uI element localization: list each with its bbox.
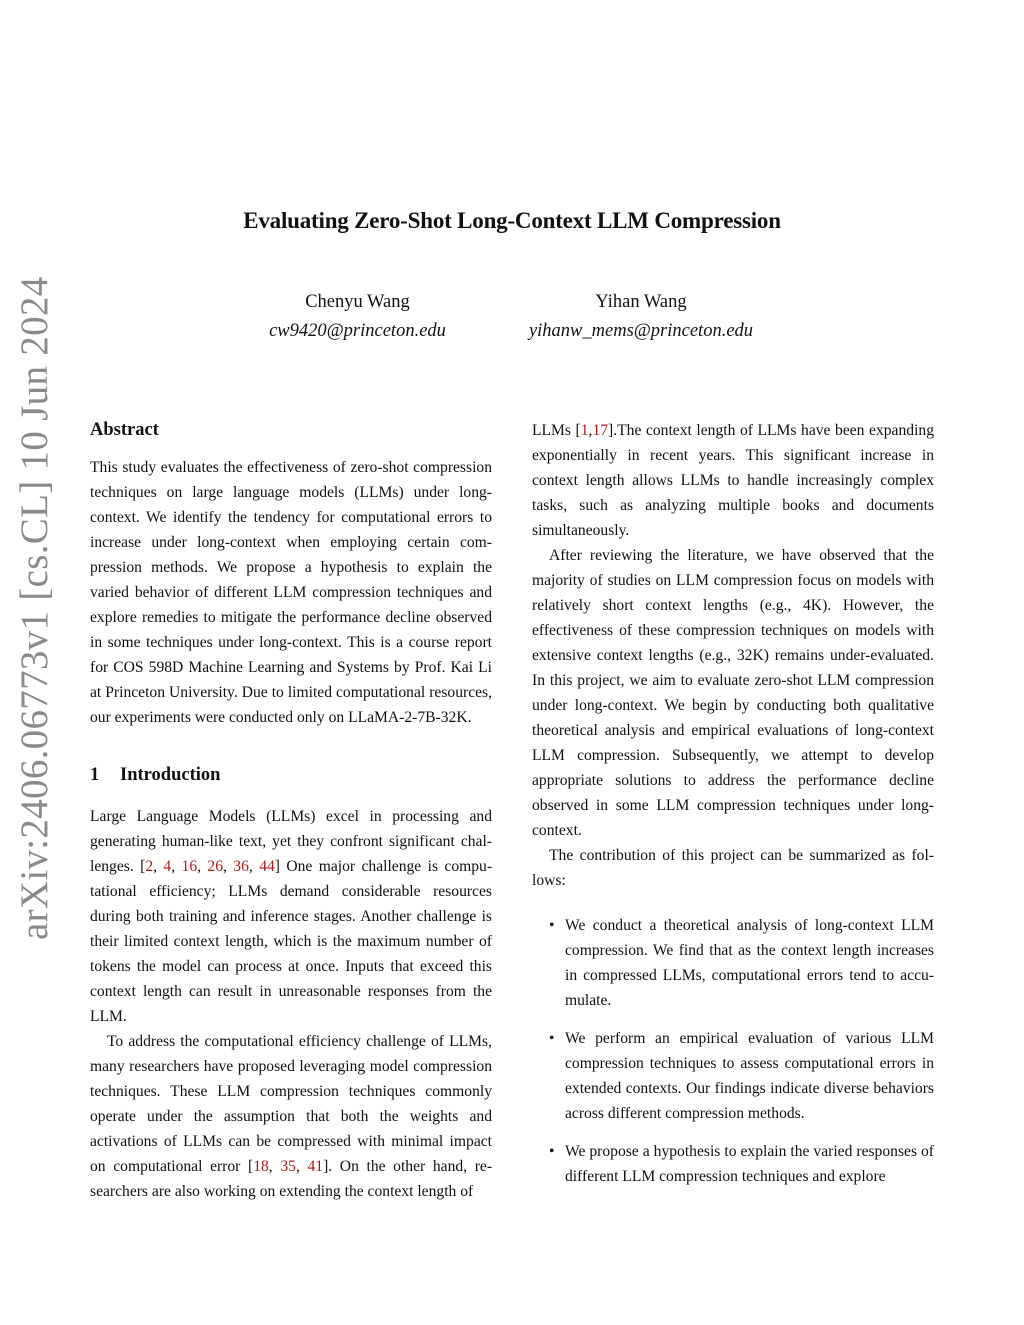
author-block-2 xyxy=(500,288,782,346)
intro-paragraph-4: The contribution of this project can be summarized as follows: xyxy=(532,847,934,889)
left-column xyxy=(90,418,492,1204)
citation-link[interactable]: 26 xyxy=(207,858,223,875)
paragraph-text: Large Language Models (LLMs) excel in processing and generating human-like text, yet they confront significant challenges. [ xyxy=(90,808,492,875)
author-email[interactable]: cw9420@princeton.edu xyxy=(269,321,446,341)
list-item-text: We propose a hypothesis to explain the varied responses of different LLM compression techniques and explore xyxy=(565,1143,934,1185)
list-item xyxy=(532,1026,934,1126)
bullet-marker: • xyxy=(549,1143,555,1160)
citation-link[interactable]: 36 xyxy=(233,858,249,875)
list-item xyxy=(532,1139,934,1189)
citation-link[interactable]: 1 xyxy=(580,422,589,439)
paper-title: Evaluating Zero-Shot Long-Context LLM Compression xyxy=(243,208,781,233)
citation-link[interactable]: 44 xyxy=(259,858,275,875)
intro-paragraph-2: To address the computational efficiency challenge of LLMs, many researchers have proposed leveraging model compression techniques. These LLM compression techniques commonly operate under the assumption that both the weights and activations of LLMs can be compressed with minimal impact on computational error [18, 35, 41]. On the other hand, researchers are also working on extending the context length of xyxy=(90,1033,493,1200)
contribution-list xyxy=(532,913,934,1189)
citation-link[interactable]: 41 xyxy=(307,1158,324,1175)
author-block-1 xyxy=(230,288,485,346)
abstract-heading: Abstract xyxy=(90,420,159,440)
list-item-text: We conduct a theoretical analysis of long-context LLM compression. We find that as the context length increases in compressed LLMs, computational errors tend to accumulate. xyxy=(565,917,934,1009)
paragraph-text: To address the computational efficiency challenge of LLMs, many researchers have proposed leveraging model compression techniques. These LLM compression techniques commonly operate under the assumption that both the weights and activations of LLMs can be compressed with minimal impact on computational error [ xyxy=(90,1033,492,1175)
citation-link[interactable]: 35 xyxy=(280,1158,296,1175)
section-number: 1 xyxy=(90,765,100,785)
list-item-text: We perform an empirical evaluation of various LLM compression techniques to assess computational errors in extended contexts. Our findings indicate diverse behaviors across different compression methods. xyxy=(565,1030,934,1122)
right-column xyxy=(532,418,934,1202)
paragraph-text: ]. On the other hand, researchers are also working on extending the context length of xyxy=(90,1158,493,1200)
arxiv-identifier-stamp: arXiv:2406.06773v1 [cs.CL] 10 Jun 2024 xyxy=(13,276,56,940)
bullet-marker: • xyxy=(549,1030,555,1047)
citation-link[interactable]: 18 xyxy=(253,1158,269,1175)
section-heading-introduction xyxy=(90,763,492,788)
paragraph-text: The context length of LLMs have been expanding exponentially in recent years. This significant increase in context length allows LLMs to handle increasingly complex tasks, such as analyzing multiple books and documents simultaneously. xyxy=(532,422,934,539)
paragraph-text: LLMs [ xyxy=(532,422,581,439)
intro-paragraph-3: After reviewing the literature, we have observed that the majority of studies on LLM compression focus on models with relatively short context lengths (e.g., 4K). However, the effectiveness of these compression techniques on models with extensive context lengths (e.g., 32K) remains under-evaluated. In this project, we aim to evaluate zero-shot LLM compression under long-context. We begin by conducting both qualitative theoretical analysis and empirical evaluations of long-context LLM compression. Subsequently, we attempt to develop appropriate solutions to address the performance decline observed in some LLM compression techniques under long-context. xyxy=(532,547,934,839)
intro-paragraph-2-continued: LLMs [1,17].The context length of LLMs have been expanding exponentially in recent years. This significant increase in context length allows LLMs to handle increasingly complex tasks, such as analyzing multiple books and documents simultaneously. xyxy=(532,422,934,539)
abstract-text: This study evaluates the effectiveness of zero-shot compression techniques on large language models (LLMs) under long-context. We identify the tendency for computational errors to increase under long-context when employing certain compression methods. We propose a hypothesis to explain the varied behavior of different LLM compression techniques and explore remedies to mitigate the performance decline observed in some techniques under long-context. This is a course report for COS 598D Machine Learning and Systems by Prof. Kai Li at Princeton University. Due to limited computational resources, our experiments were conducted only on LLaMA-2-7B-32K. xyxy=(90,459,492,726)
citation-link[interactable]: 2 xyxy=(145,858,154,875)
bullet-marker: • xyxy=(549,917,555,934)
paragraph-text: ]. xyxy=(608,422,618,439)
intro-paragraph-1: Large Language Models (LLMs) excel in processing and generating human-like text, yet they confront significant challenges. [2, 4, 16, 26, 36, 44] One major challenge is computational efficiency; LLMs demand considerable resources during both training and inference stages. Another challenge is their limited context length, which is the maximum number of tokens the model can process at once. Inputs that exceed this context length can result in unreasonable responses from the LLM. xyxy=(90,808,493,1025)
author-name: Yihan Wang xyxy=(595,292,687,312)
citation-link[interactable]: 16 xyxy=(181,858,198,875)
citation-link[interactable]: 17 xyxy=(592,422,609,439)
author-email[interactable]: yihanw_mems@princeton.edu xyxy=(528,321,754,341)
list-item xyxy=(532,913,934,1013)
citation-link[interactable]: 4 xyxy=(163,858,172,875)
paragraph-text: ] One major challenge is computational efficiency; LLMs demand considerable resources during both training and inference stages. Another challenge is their limited context length, which is the maximum number of tokens the model can process at once. Inputs that exceed this context length can result in unreasonable responses from the LLM. xyxy=(90,858,493,1025)
author-name: Chenyu Wang xyxy=(305,292,410,312)
section-title: Introduction xyxy=(120,765,221,785)
